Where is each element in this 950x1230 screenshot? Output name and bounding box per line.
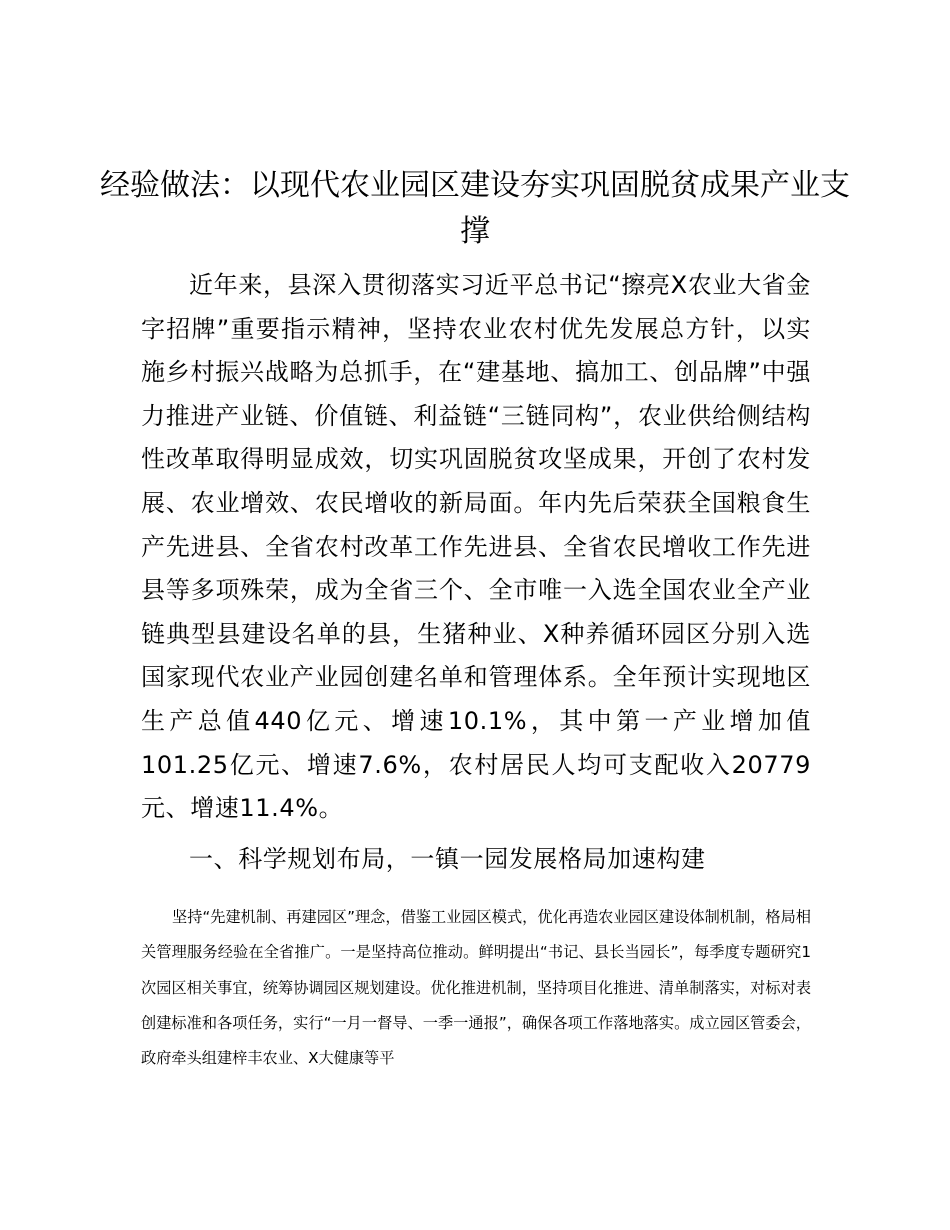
document-title: 经验做法：以现代农业园区建设夯实巩固脱贫成果产业支撑 <box>100 168 850 249</box>
section-paragraph: 坚持“先建机制、再建园区”理念，借鉴工业园区模式，优化再造农业园区建设体制机制，格局相关管理服务经验在全省推广。一是坚持高位推动。鲜明提出“书记、县长当园长”，每季度专题研究1次园区相关事宜，统筹协调园区规划建设。优化推进机制，坚持项目化推进、清单制落实，对标对表创建标准和各项任务，实行“一月一督导、一季一通报”，确保各项工作落地落实。成立园区管委会，政府牵头组建梓丰农业、X大健康等平 <box>141 908 811 1068</box>
intro-paragraph: 近年来，县深入贯彻落实习近平总书记“擦亮X农业大省金字招牌”重要指示精神，坚持农业农村优先发展总方针，以实施乡村振兴战略为总抓手，在“建基地、搞加工、创品牌”中强力推进产业链、价值链、利益链“三链同构”，农业供给侧结构性改革取得明显成效，切实巩固脱贫攻坚成果，开创了农村发展、农业增效、农民增收的新局面。年内先后荣获全国粮食生产先进县、全省农村改革工作先进县、全省农民增收工作先进县等多项殊荣，成为全省三个、全市唯一入选全国农业全产业链典型县建设名单的县，生猪种业、X种养循环园区分别入选国家现代农业产业园创建名单和管理体系。全年预计实现地区生产总值440亿元、增速10.1%，其中第一产业增加值101.25亿元、增速7.6%，农村居民人均可支配收入20779元、增速11.4%。 <box>141 271 811 823</box>
section-heading: 一、科学规划布局，一镇一园发展格局加速构建 <box>189 845 706 873</box>
